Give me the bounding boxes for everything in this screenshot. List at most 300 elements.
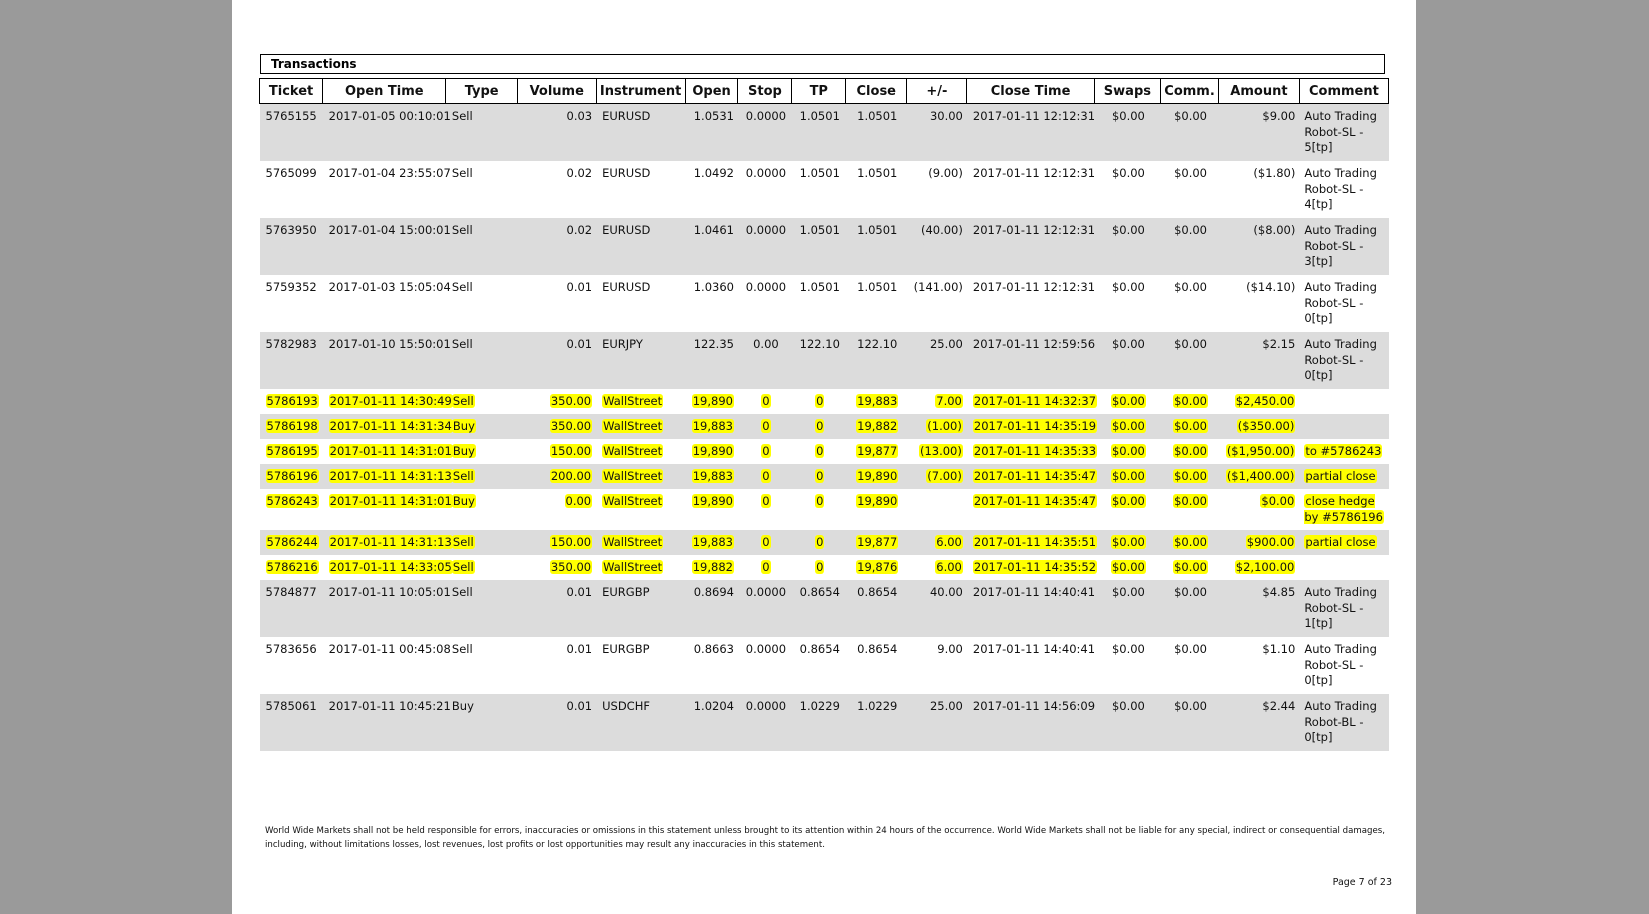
table-header-row [260, 79, 1389, 104]
cell-close-time [967, 389, 1097, 414]
cell-amount: ($14.10) [1219, 275, 1300, 332]
cell-close-time [967, 555, 1097, 580]
page-number: Page 7 of 23 [1332, 877, 1392, 888]
cell-tp [792, 439, 846, 464]
col-instrument: Instrument [596, 79, 685, 104]
cell-amount [1219, 414, 1300, 439]
cell-instrument [596, 414, 685, 439]
highlighted-value: $900.00 [1246, 535, 1295, 549]
cell-volume: 0.01 [517, 580, 596, 637]
highlighted-value: 19,877 [857, 444, 898, 458]
cell-type [446, 555, 517, 580]
highlighted-value: WallStreet [603, 419, 663, 433]
highlighted-value: ($350.00) [1237, 419, 1295, 433]
transactions-body [260, 104, 1389, 752]
cell-open [685, 389, 738, 414]
cell-comment [1299, 414, 1388, 439]
highlighted-value: Sell [452, 535, 474, 549]
highlighted-value: 19,890 [692, 444, 733, 458]
cell-pl: 40.00 [907, 580, 967, 637]
cell-open [685, 530, 738, 555]
cell-comment: Auto Trading Robot-SL - 5[tp] [1299, 104, 1388, 162]
cell-open [685, 439, 738, 464]
cell-stop [738, 555, 792, 580]
highlighted-value: 0 [816, 535, 824, 549]
cell-ticket [260, 389, 323, 414]
table-row [260, 694, 1389, 751]
cell-instrument [596, 389, 685, 414]
col-close-time: Close Time [967, 79, 1094, 104]
table-row [260, 555, 1389, 580]
cell-open-time [323, 464, 452, 489]
cell-type: Sell [446, 637, 517, 694]
cell-type: Sell [446, 275, 517, 332]
highlighted-value: 5786243 [266, 494, 318, 508]
cell-swaps [1094, 555, 1160, 580]
cell-close [846, 530, 907, 555]
cell-pl [907, 555, 967, 580]
highlighted-value: 5786196 [266, 469, 318, 483]
col-comm: Comm. [1161, 79, 1219, 104]
cell-close [846, 555, 907, 580]
cell-instrument [596, 464, 685, 489]
highlighted-value: Buy [452, 444, 475, 458]
table-row [260, 218, 1389, 275]
cell-stop: 0.0000 [738, 637, 792, 694]
highlighted-value: 19,890 [857, 469, 898, 483]
cell-close: 1.0501 [846, 275, 907, 332]
cell-comment [1299, 464, 1388, 489]
cell-stop: 0.0000 [738, 694, 792, 751]
cell-tp [792, 555, 846, 580]
cell-amount: $2.15 [1219, 332, 1300, 389]
highlighted-value: $2,450.00 [1235, 394, 1295, 408]
cell-pl: (141.00) [907, 275, 967, 332]
cell-comm [1161, 414, 1219, 439]
highlighted-value: 19,876 [857, 560, 898, 574]
cell-amount: $2.44 [1219, 694, 1300, 751]
col-tp: TP [792, 79, 846, 104]
cell-stop [738, 389, 792, 414]
cell-instrument: USDCHF [596, 694, 685, 751]
cell-open: 1.0204 [685, 694, 738, 751]
highlighted-value: Buy [452, 494, 475, 508]
cell-open-time [323, 439, 452, 464]
highlighted-value: (7.00) [927, 469, 962, 483]
highlighted-value: $0.00 [1111, 444, 1145, 458]
highlighted-value: $0.00 [1174, 469, 1208, 483]
cell-comment [1299, 555, 1388, 580]
highlighted-value: $0.00 [1111, 560, 1145, 574]
highlighted-value: 19,883 [857, 394, 898, 408]
highlighted-value: 0 [762, 560, 770, 574]
cell-open-time: 2017-01-04 23:55:07 [323, 161, 446, 218]
col-volume: Volume [517, 79, 596, 104]
highlighted-value: 0 [816, 419, 824, 433]
highlighted-value: 0 [762, 444, 770, 458]
cell-open-time [323, 530, 452, 555]
highlighted-value: 150.00 [550, 535, 592, 549]
cell-open-time: 2017-01-11 10:05:01 [323, 580, 446, 637]
cell-tp [792, 389, 846, 414]
cell-ticket [260, 489, 323, 530]
highlighted-value: 6.00 [936, 535, 962, 549]
highlighted-value: 19,882 [692, 560, 733, 574]
cell-comm [1161, 464, 1219, 489]
section-title: Transactions [260, 54, 1385, 74]
highlighted-value: 6.00 [936, 560, 962, 574]
cell-tp [792, 530, 846, 555]
cell-swaps [1094, 389, 1160, 414]
col-open: Open [685, 79, 738, 104]
highlighted-value: 0 [762, 494, 770, 508]
highlighted-value: 0 [762, 535, 770, 549]
cell-instrument [596, 530, 685, 555]
cell-stop [738, 489, 792, 530]
cell-pl: (9.00) [907, 161, 967, 218]
cell-swaps: $0.00 [1094, 694, 1160, 751]
cell-open [685, 555, 738, 580]
cell-ticket [260, 439, 323, 464]
cell-pl [907, 389, 967, 414]
highlighted-value: WallStreet [603, 535, 663, 549]
cell-type [446, 489, 517, 530]
cell-tp: 1.0501 [792, 104, 846, 162]
cell-swaps: $0.00 [1094, 218, 1160, 275]
cell-stop: 0.0000 [738, 580, 792, 637]
highlighted-value: 19,877 [857, 535, 898, 549]
table-row [260, 439, 1389, 464]
cell-comm: $0.00 [1161, 161, 1219, 218]
highlighted-value: $0.00 [1261, 494, 1295, 508]
cell-comment [1299, 439, 1388, 464]
col-ticket: Ticket [260, 79, 323, 104]
highlighted-value: $0.00 [1174, 444, 1208, 458]
highlighted-value: $0.00 [1174, 560, 1208, 574]
cell-instrument: EURUSD [596, 275, 685, 332]
table-row [260, 637, 1389, 694]
cell-stop [738, 414, 792, 439]
cell-close: 1.0501 [846, 161, 907, 218]
highlighted-value: partial close [1305, 535, 1376, 549]
table-row [260, 414, 1389, 439]
cell-amount: $9.00 [1219, 104, 1300, 162]
cell-close-time [967, 489, 1097, 530]
cell-comment: Auto Trading Robot-SL - 0[tp] [1299, 275, 1388, 332]
cell-amount [1219, 464, 1300, 489]
cell-tp: 0.8654 [792, 580, 846, 637]
cell-close [846, 489, 907, 530]
cell-open: 122.35 [685, 332, 738, 389]
highlighted-value: 2017-01-11 14:32:37 [973, 394, 1097, 408]
cell-instrument: EURGBP [596, 637, 685, 694]
cell-instrument [596, 489, 685, 530]
highlighted-value: 2017-01-11 14:31:13 [329, 469, 452, 483]
cell-volume: 0.01 [517, 275, 596, 332]
highlighted-value: 2017-01-11 14:35:52 [973, 560, 1097, 574]
cell-close-time: 2017-01-11 14:40:41 [967, 637, 1094, 694]
highlighted-value: 19,890 [692, 394, 733, 408]
cell-open [685, 464, 738, 489]
cell-close-time [967, 530, 1097, 555]
highlighted-value: 0 [762, 419, 770, 433]
cell-swaps: $0.00 [1094, 275, 1160, 332]
cell-instrument: EURUSD [596, 104, 685, 162]
col-comment: Comment [1299, 79, 1388, 104]
cell-close-time: 2017-01-11 14:40:41 [967, 580, 1094, 637]
highlighted-value: 0 [762, 469, 770, 483]
highlighted-value: partial close [1305, 469, 1376, 483]
cell-volume: 0.01 [517, 332, 596, 389]
cell-comm: $0.00 [1161, 637, 1219, 694]
highlighted-value: 2017-01-11 14:35:47 [973, 469, 1097, 483]
highlighted-value: $0.00 [1174, 394, 1208, 408]
cell-close-time: 2017-01-11 14:56:09 [967, 694, 1094, 751]
highlighted-value: Sell [452, 469, 474, 483]
cell-amount [1219, 489, 1300, 530]
cell-volume: 0.03 [517, 104, 596, 162]
highlighted-value: 0 [816, 444, 824, 458]
highlighted-value: 0 [816, 394, 824, 408]
cell-pl [907, 439, 967, 464]
cell-ticket: 5785061 [260, 694, 323, 751]
cell-stop: 0.0000 [738, 275, 792, 332]
highlighted-value: $0.00 [1111, 535, 1145, 549]
cell-open-time: 2017-01-11 00:45:08 [323, 637, 446, 694]
highlighted-value: 0.00 [565, 494, 592, 508]
col-profit-loss: +/- [907, 79, 967, 104]
highlighted-value: 2017-01-11 14:33:05 [329, 560, 452, 574]
cell-open: 1.0531 [685, 104, 738, 162]
cell-close [846, 439, 907, 464]
highlighted-value: WallStreet [603, 560, 663, 574]
cell-open-time: 2017-01-11 10:45:21 [323, 694, 446, 751]
highlighted-value: 19,883 [692, 535, 733, 549]
highlighted-value: 19,883 [692, 469, 733, 483]
cell-volume [517, 439, 596, 464]
cell-stop [738, 439, 792, 464]
highlighted-value: 2017-01-11 14:35:19 [973, 419, 1097, 433]
cell-tp: 0.8654 [792, 637, 846, 694]
cell-open [685, 489, 738, 530]
cell-ticket: 5782983 [260, 332, 323, 389]
highlighted-value: 0 [816, 469, 824, 483]
highlighted-value: 5786195 [266, 444, 318, 458]
highlighted-value: 2017-01-11 14:35:33 [973, 444, 1097, 458]
cell-tp [792, 464, 846, 489]
cell-comm [1161, 439, 1219, 464]
cell-type: Sell [446, 104, 517, 162]
highlighted-value: $0.00 [1111, 394, 1145, 408]
cell-comment: Auto Trading Robot-SL - 4[tp] [1299, 161, 1388, 218]
cell-ticket [260, 464, 323, 489]
table-row [260, 332, 1389, 389]
cell-type [446, 464, 517, 489]
cell-instrument: EURUSD [596, 218, 685, 275]
cell-amount [1219, 555, 1300, 580]
cell-swaps [1094, 414, 1160, 439]
cell-swaps: $0.00 [1094, 332, 1160, 389]
cell-close: 1.0229 [846, 694, 907, 751]
cell-pl: 30.00 [907, 104, 967, 162]
cell-open-time [323, 414, 452, 439]
cell-open [685, 414, 738, 439]
highlighted-value: 350.00 [550, 560, 592, 574]
cell-stop: 0.0000 [738, 218, 792, 275]
disclaimer: World Wide Markets shall not be held responsible for errors, inaccuracies or omissions in this statement unless brought to its attention within 24 hours of the occurrence. World Wide Markets shall not be liable for any special, indirect or consequential damages, including, without limitations losses, lost revenues, lost profits or lost opportunities may result any inaccuracies in this statement. [265, 826, 1385, 850]
cell-swaps [1094, 530, 1160, 555]
cell-close: 1.0501 [846, 104, 907, 162]
cell-tp: 1.0501 [792, 218, 846, 275]
highlighted-value: 350.00 [550, 394, 592, 408]
cell-close-time: 2017-01-11 12:12:31 [967, 275, 1094, 332]
transactions-table [259, 78, 1389, 751]
cell-open-time: 2017-01-05 00:10:01 [323, 104, 446, 162]
col-type: Type [446, 79, 517, 104]
cell-type: Sell [446, 580, 517, 637]
cell-close-time [967, 414, 1097, 439]
cell-ticket: 5783656 [260, 637, 323, 694]
highlighted-value: 200.00 [550, 469, 592, 483]
highlighted-value: 2017-01-11 14:35:47 [973, 494, 1097, 508]
highlighted-value: 5786244 [266, 535, 318, 549]
cell-open-time: 2017-01-10 15:50:01 [323, 332, 446, 389]
highlighted-value: Sell [452, 560, 474, 574]
cell-comment: Auto Trading Robot-SL - 3[tp] [1299, 218, 1388, 275]
cell-pl: 9.00 [907, 637, 967, 694]
table-row [260, 161, 1389, 218]
cell-tp: 1.0501 [792, 161, 846, 218]
cell-volume: 0.02 [517, 161, 596, 218]
cell-comm: $0.00 [1161, 580, 1219, 637]
highlighted-value: $0.00 [1111, 419, 1145, 433]
highlighted-value: 2017-01-11 14:31:01 [329, 494, 452, 508]
highlighted-value: 0 [816, 560, 824, 574]
cell-amount [1219, 439, 1300, 464]
cell-close-time: 2017-01-11 12:12:31 [967, 218, 1094, 275]
highlighted-value: 2017-01-11 14:35:51 [973, 535, 1097, 549]
cell-tp [792, 414, 846, 439]
cell-tp: 122.10 [792, 332, 846, 389]
cell-tp: 1.0501 [792, 275, 846, 332]
highlighted-value: ($1,950.00) [1226, 444, 1295, 458]
cell-type: Sell [446, 218, 517, 275]
cell-swaps [1094, 489, 1160, 530]
cell-comment: Auto Trading Robot-BL - 0[tp] [1299, 694, 1388, 751]
cell-type: Buy [446, 694, 517, 751]
cell-instrument: EURGBP [596, 580, 685, 637]
cell-instrument [596, 555, 685, 580]
cell-pl [907, 530, 967, 555]
highlighted-value: WallStreet [603, 444, 663, 458]
cell-type [446, 530, 517, 555]
cell-type [446, 389, 517, 414]
cell-amount: ($1.80) [1219, 161, 1300, 218]
highlighted-value: 2017-01-11 14:31:13 [329, 535, 452, 549]
table-row [260, 275, 1389, 332]
highlighted-value: Sell [452, 394, 474, 408]
highlighted-value: $0.00 [1111, 469, 1145, 483]
cell-comm [1161, 530, 1219, 555]
highlighted-value: (13.00) [919, 444, 962, 458]
cell-swaps [1094, 439, 1160, 464]
cell-stop: 0.0000 [738, 161, 792, 218]
cell-close-time: 2017-01-11 12:12:31 [967, 104, 1094, 162]
cell-stop [738, 530, 792, 555]
cell-volume [517, 414, 596, 439]
cell-instrument: EURUSD [596, 161, 685, 218]
highlighted-value: 5786198 [266, 419, 318, 433]
cell-volume [517, 389, 596, 414]
cell-ticket [260, 530, 323, 555]
cell-open: 0.8663 [685, 637, 738, 694]
highlighted-value: $0.00 [1174, 419, 1208, 433]
cell-comm [1161, 555, 1219, 580]
cell-close: 0.8654 [846, 637, 907, 694]
cell-open-time [323, 555, 452, 580]
cell-open-time [323, 489, 452, 530]
cell-pl: 25.00 [907, 694, 967, 751]
cell-ticket [260, 555, 323, 580]
table-row [260, 104, 1389, 162]
cell-close-time: 2017-01-11 12:59:56 [967, 332, 1094, 389]
highlighted-value: to #5786243 [1305, 444, 1382, 458]
highlighted-value: 5786193 [266, 394, 318, 408]
table-row [260, 530, 1389, 555]
highlighted-value: $0.00 [1174, 535, 1208, 549]
highlighted-value: 7.00 [936, 394, 962, 408]
statement-page [232, 0, 1416, 914]
cell-amount: $1.10 [1219, 637, 1300, 694]
cell-volume [517, 464, 596, 489]
highlighted-value: WallStreet [603, 469, 663, 483]
cell-close: 122.10 [846, 332, 907, 389]
highlighted-value: 350.00 [550, 419, 592, 433]
cell-comm: $0.00 [1161, 104, 1219, 162]
cell-stop: 0.00 [738, 332, 792, 389]
highlighted-value: 19,882 [857, 419, 898, 433]
cell-pl: (40.00) [907, 218, 967, 275]
cell-stop [738, 464, 792, 489]
cell-ticket: 5759352 [260, 275, 323, 332]
table-row [260, 580, 1389, 637]
cell-close [846, 414, 907, 439]
cell-tp [792, 489, 846, 530]
cell-type: Sell [446, 161, 517, 218]
cell-open-time: 2017-01-03 15:05:04 [323, 275, 446, 332]
cell-swaps: $0.00 [1094, 104, 1160, 162]
highlighted-value: WallStreet [603, 494, 663, 508]
cell-volume: 0.01 [517, 694, 596, 751]
cell-amount: ($8.00) [1219, 218, 1300, 275]
highlighted-value: 19,890 [692, 494, 733, 508]
cell-ticket [260, 414, 323, 439]
cell-tp: 1.0229 [792, 694, 846, 751]
cell-open: 1.0461 [685, 218, 738, 275]
highlighted-value: 0 [762, 394, 770, 408]
cell-comment: Auto Trading Robot-SL - 0[tp] [1299, 637, 1388, 694]
cell-close-time [967, 464, 1097, 489]
col-open-time: Open Time [323, 79, 446, 104]
cell-comment: Auto Trading Robot-SL - 0[tp] [1299, 332, 1388, 389]
cell-volume: 0.02 [517, 218, 596, 275]
cell-open: 1.0492 [685, 161, 738, 218]
cell-volume [517, 555, 596, 580]
col-swaps: Swaps [1094, 79, 1160, 104]
cell-pl [907, 414, 967, 439]
col-stop: Stop [738, 79, 792, 104]
cell-close-time: 2017-01-11 12:12:31 [967, 161, 1094, 218]
